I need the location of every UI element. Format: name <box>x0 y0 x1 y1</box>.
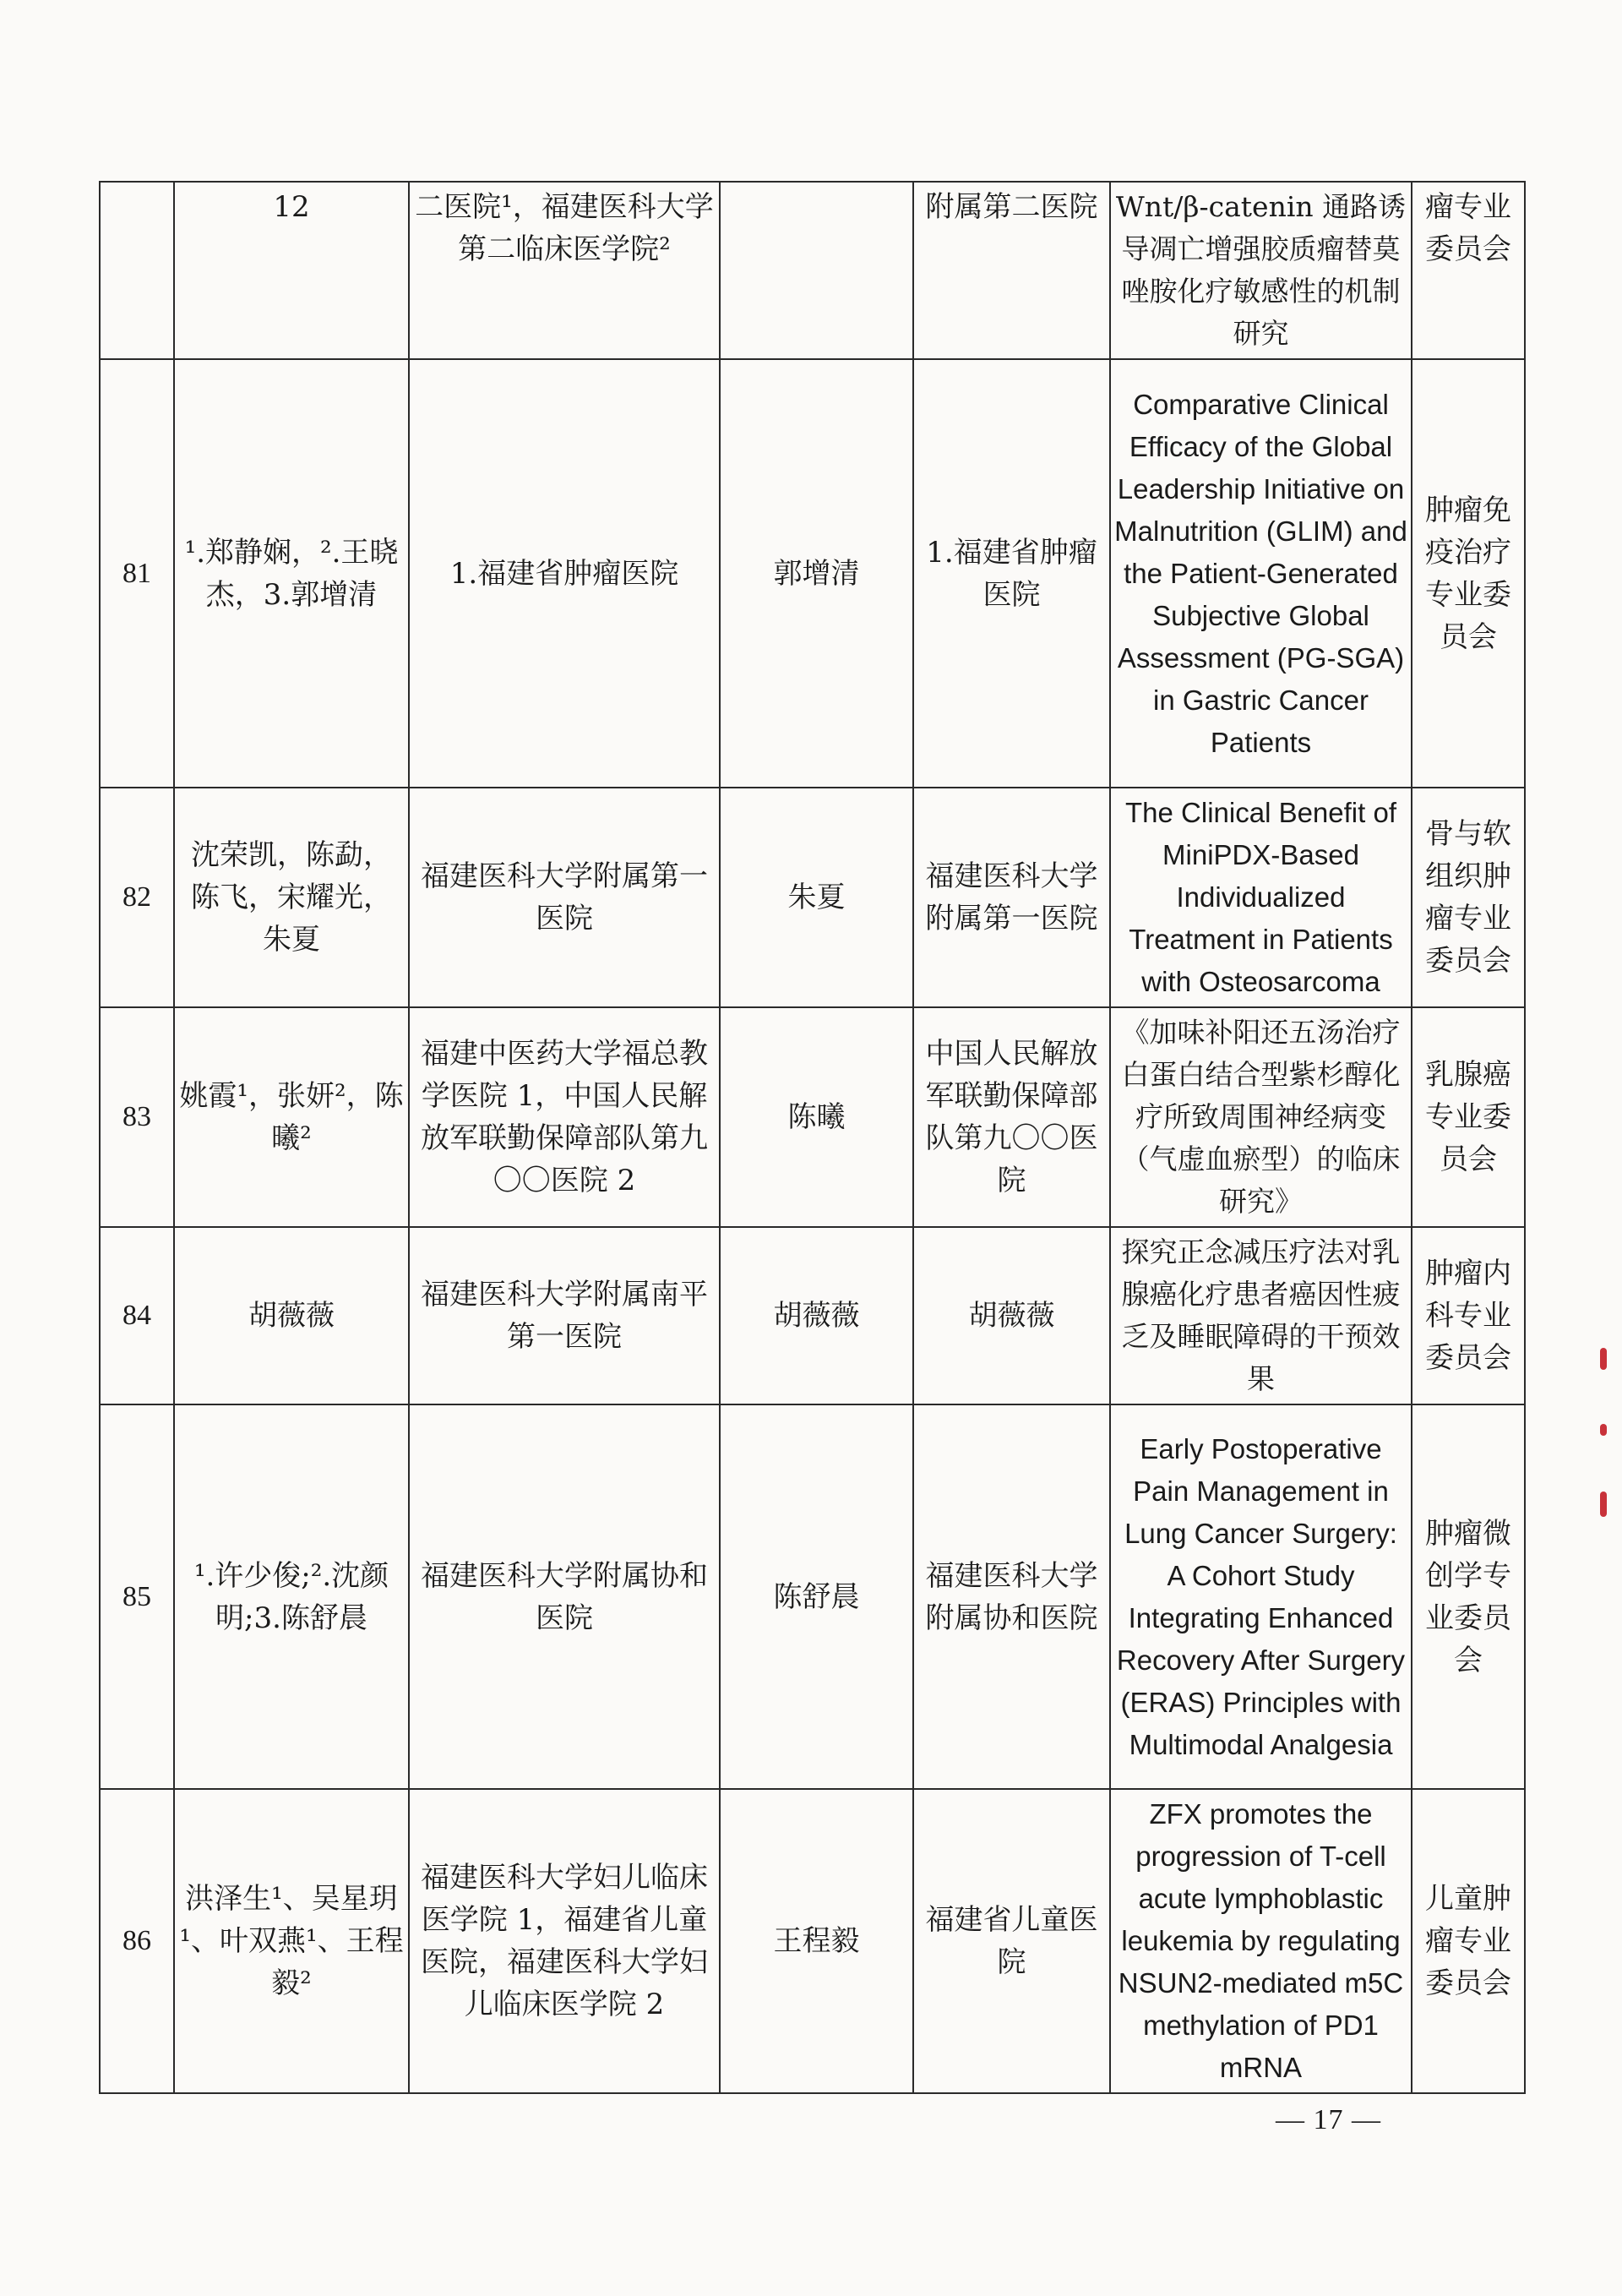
committee-cell: 骨与软组织肿瘤专业委员会 <box>1412 788 1525 1007</box>
corresponding-unit-cell: 福建医科大学附属协和医院 <box>913 1404 1110 1789</box>
authors-cell: ¹.郑静娴，².王晓杰，3.郭增清 <box>174 359 409 788</box>
units-cell: 福建医科大学附属协和医院 <box>409 1404 720 1789</box>
corresponding-unit-cell: 福建医科大学附属第一医院 <box>913 788 1110 1007</box>
units-cell: 福建医科大学附属南平第一医院 <box>409 1227 720 1404</box>
corresponding-unit-cell: 胡薇薇 <box>913 1227 1110 1404</box>
committee-cell: 肿瘤内科专业委员会 <box>1412 1227 1525 1404</box>
seal-edge-mark <box>1600 1424 1607 1436</box>
row-number: 86 <box>100 1789 174 2093</box>
corresponding-author-cell: 朱夏 <box>720 788 913 1007</box>
committee-cell: 乳腺癌专业委员会 <box>1412 1007 1525 1227</box>
row-number <box>100 182 174 359</box>
row-number: 84 <box>100 1227 174 1404</box>
page-number: — 17 — <box>1276 2104 1381 2135</box>
committee-cell: 肿瘤微创学专业委员会 <box>1412 1404 1525 1789</box>
corresponding-author-cell: 胡薇薇 <box>720 1227 913 1404</box>
corresponding-author-cell: 陈曦 <box>720 1007 913 1227</box>
units-cell: 福建医科大学妇儿临床医学院 1，福建省儿童医院，福建医科大学妇儿临床医学院 2 <box>409 1789 720 2093</box>
paper-title-cell: Comparative Clinical Efficacy of the Global Leadership Initiative on Malnutrition (GLIM) and the Patient-Generated Subjective Global Assessment (PG-SGA) in Gastric Cancer Patients <box>1110 359 1412 788</box>
committee-cell: 儿童肿瘤专业委员会 <box>1412 1789 1525 2093</box>
paper-title-cell: ZFX promotes the progression of T-cell acute lymphoblastic leukemia by regulating NSUN2-mediated m5C methylation of PD1 mRNA <box>1110 1789 1412 2093</box>
table-row <box>100 1404 1525 1789</box>
authors-cell: 12 <box>174 182 409 359</box>
authors-cell: 沈荣凯，陈勐，陈飞，宋耀光，朱夏 <box>174 788 409 1007</box>
table-row <box>100 182 1525 359</box>
units-cell: 福建医科大学附属第一医院 <box>409 788 720 1007</box>
row-number: 82 <box>100 788 174 1007</box>
table-row <box>100 359 1525 788</box>
table-row <box>100 1789 1525 2093</box>
units-cell: 1.福建省肿瘤医院 <box>409 359 720 788</box>
paper-title-cell: Early Postoperative Pain Management in Lung Cancer Surgery: A Cohort Study Integrating Enhanced Recovery After Surgery (ERAS) Principles with Multimodal Analgesia <box>1110 1404 1412 1789</box>
authors-cell: 胡薇薇 <box>174 1227 409 1404</box>
units-cell: 福建中医药大学福总教学医院 1，中国人民解放军联勤保障部队第九〇〇医院 2 <box>409 1007 720 1227</box>
corresponding-unit-cell: 福建省儿童医院 <box>913 1789 1110 2093</box>
authors-cell: ¹.许少俊;².沈颜明;3.陈舒晨 <box>174 1404 409 1789</box>
corresponding-author-cell <box>720 182 913 359</box>
paper-title-cell: 探究正念减压疗法对乳腺癌化疗患者癌因性疲乏及睡眠障碍的干预效果 <box>1110 1227 1412 1404</box>
table-row <box>100 1227 1525 1404</box>
paper-title-cell: 《加味补阳还五汤治疗白蛋白结合型紫杉醇化疗所致周围神经病变（气虚血瘀型）的临床研究》 <box>1110 1007 1412 1227</box>
corresponding-unit-cell: 1.福建省肿瘤医院 <box>913 359 1110 788</box>
table-row <box>100 788 1525 1007</box>
authors-cell: 姚霞¹，张妍²，陈曦² <box>174 1007 409 1227</box>
document-table <box>99 181 1526 2094</box>
corresponding-unit-cell: 附属第二医院 <box>913 182 1110 359</box>
corresponding-unit-cell: 中国人民解放军联勤保障部队第九〇〇医院 <box>913 1007 1110 1227</box>
authors-cell: 洪泽生¹、吴星玥¹、叶双燕¹、王程毅² <box>174 1789 409 2093</box>
row-number: 85 <box>100 1404 174 1789</box>
units-cell: 二医院¹，福建医科大学第二临床医学院² <box>409 182 720 359</box>
committee-cell: 肿瘤免疫治疗专业委员会 <box>1412 359 1525 788</box>
row-number: 81 <box>100 359 174 788</box>
paper-title-cell: Wnt/β-catenin 通路诱导凋亡增强胶质瘤替莫唑胺化疗敏感性的机制研究 <box>1110 182 1412 359</box>
row-number: 83 <box>100 1007 174 1227</box>
seal-edge-mark <box>1600 1492 1607 1517</box>
corresponding-author-cell: 王程毅 <box>720 1789 913 2093</box>
committee-cell: 瘤专业委员会 <box>1412 182 1525 359</box>
corresponding-author-cell: 郭增清 <box>720 359 913 788</box>
table-row <box>100 1007 1525 1227</box>
corresponding-author-cell: 陈舒晨 <box>720 1404 913 1789</box>
seal-edge-mark <box>1600 1348 1607 1370</box>
paper-title-cell: The Clinical Benefit of MiniPDX-Based Individualized Treatment in Patients with Osteosarcoma <box>1110 788 1412 1007</box>
